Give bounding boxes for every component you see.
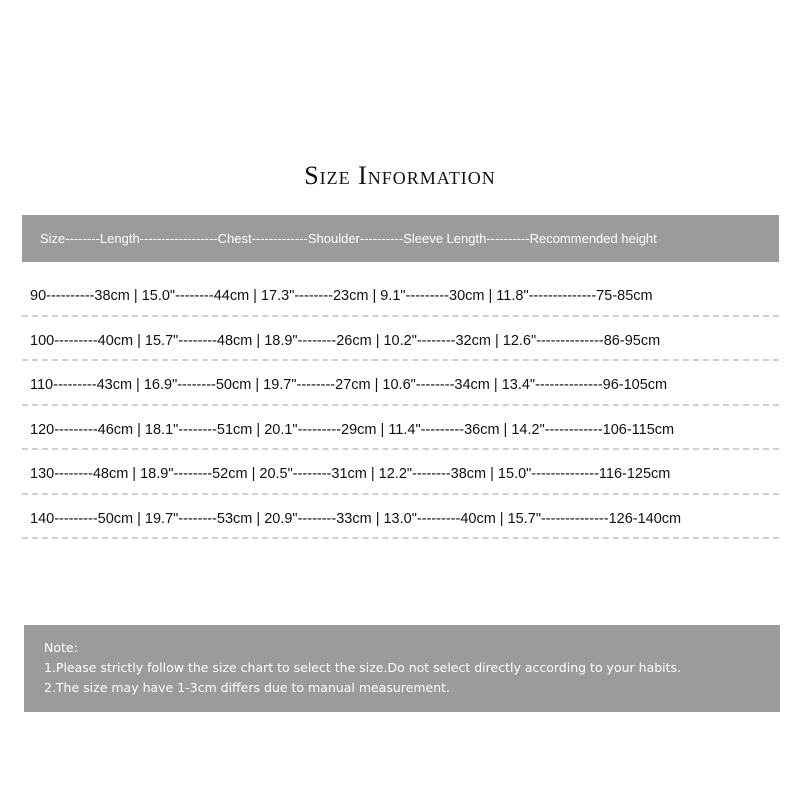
table-row [22, 495, 779, 540]
table-row [22, 272, 779, 317]
table-row-text: 130--------48cm | 18.9"--------52cm | 20.5"--------31cm | 12.2"--------38cm | 15.0"--------------116-125cm [30, 466, 671, 482]
page-title: Size Information [304, 161, 496, 190]
note-heading: Note: [44, 640, 78, 655]
note-box [24, 625, 780, 712]
table-row-text: 120---------46cm | 18.1"--------51cm | 20.1"---------29cm | 11.4"---------36cm | 14.2"------------106-115cm [30, 421, 675, 438]
table-row [22, 317, 779, 362]
note-line-2: 2.The size may have 1-3cm differs due to manual measurement. [44, 680, 450, 695]
size-table [22, 272, 779, 539]
table-row-text: 110---------43cm | 16.9"--------50cm | 19.7"--------27cm | 10.6"--------34cm | 13.4"--------------96-105cm [30, 377, 668, 393]
table-row [22, 406, 779, 451]
table-row [22, 450, 779, 495]
table-row [22, 361, 779, 406]
size-table-header [22, 215, 779, 262]
size-table-header-text: Size--------Length------------------Chest-------------Shoulder----------Sleeve Length----------Recommended height [40, 231, 657, 246]
table-row-text: 140---------50cm | 19.7"--------53cm | 20.9"--------33cm | 13.0"---------40cm | 15.7"--------------126-140cm [30, 510, 682, 527]
table-row-text: 100---------40cm | 15.7"--------48cm | 18.9"--------26cm | 10.2"--------32cm | 12.6"--------------86-95cm [30, 332, 661, 349]
table-row-text: 90----------38cm | 15.0"--------44cm | 17.3"--------23cm | 9.1"---------30cm | 11.8"--------------75-85cm [30, 288, 653, 304]
note-line-1: 1.Please strictly follow the size chart to select the size.Do not select directly according to your habits. [44, 660, 682, 675]
